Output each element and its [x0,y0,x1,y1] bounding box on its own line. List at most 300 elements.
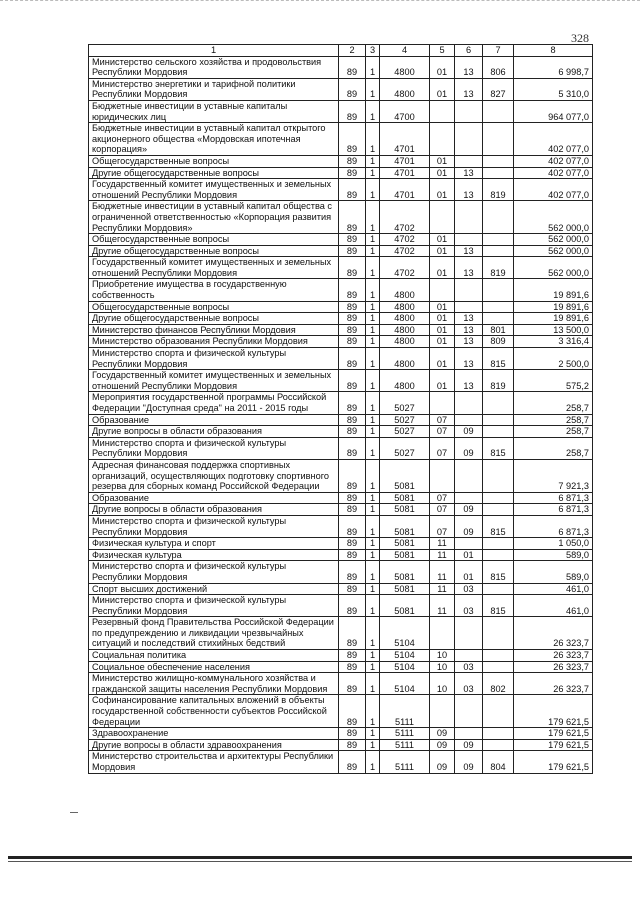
row-code-4: 4701 [380,167,430,179]
table-row [89,201,593,234]
row-amount: 13 500,0 [514,324,593,336]
row-code-2: 89 [339,617,366,650]
row-code-7 [483,414,514,426]
row-name: Мероприятия государственной программы Российской Федерации "Доступная среда" на 2011 - 2015 годы [89,392,339,414]
table-body [89,56,593,773]
row-code-7: 815 [483,595,514,617]
table-row [89,245,593,257]
row-code-7 [483,695,514,728]
table-row [89,155,593,167]
row-code-4: 5081 [380,583,430,595]
col-header-2: 2 [339,45,366,57]
row-name: Министерство строительства и архитектуры Республики Мордовия [89,751,339,773]
row-code-6: 13 [455,336,483,348]
row-code-2: 89 [339,426,366,438]
row-amount: 562 000,0 [514,234,593,246]
row-code-5: 01 [430,257,455,279]
row-code-5: 07 [430,515,455,537]
row-code-3: 1 [366,155,380,167]
row-code-4: 4800 [380,78,430,100]
row-code-4: 4702 [380,234,430,246]
row-amount: 258,7 [514,414,593,426]
row-code-6: 13 [455,167,483,179]
row-code-7 [483,100,514,122]
row-code-5: 01 [430,155,455,167]
row-code-5: 01 [430,234,455,246]
row-code-2: 89 [339,504,366,516]
row-amount: 1 050,0 [514,538,593,550]
table-row [89,549,593,561]
row-code-3: 1 [366,426,380,438]
row-name: Другие вопросы в области образования [89,504,339,516]
row-code-5: 07 [430,504,455,516]
row-code-7: 802 [483,673,514,695]
row-code-7 [483,313,514,325]
row-name: Бюджетные инвестиции в уставные капиталы юридических лиц [89,100,339,122]
row-code-6: 03 [455,595,483,617]
row-code-7: 819 [483,370,514,392]
row-code-5: 01 [430,324,455,336]
row-code-3: 1 [366,78,380,100]
row-code-3: 1 [366,245,380,257]
row-name: Адресная финансовая поддержка спортивных организаций, осуществляющих подготовку спортивного резерва для сборных команд Российской Федерации [89,459,339,492]
row-code-6: 09 [455,426,483,438]
row-code-2: 89 [339,414,366,426]
row-amount: 589,0 [514,561,593,583]
row-name: Образование [89,414,339,426]
row-amount: 6 871,3 [514,515,593,537]
row-code-2: 89 [339,78,366,100]
row-code-7 [483,739,514,751]
row-code-6: 13 [455,78,483,100]
row-amount: 258,7 [514,426,593,438]
row-amount: 461,0 [514,583,593,595]
row-code-4: 5027 [380,414,430,426]
row-code-7 [483,279,514,301]
row-code-4: 4800 [380,279,430,301]
row-name: Физическая культура [89,549,339,561]
row-code-3: 1 [366,583,380,595]
row-code-3: 1 [366,201,380,234]
col-header-4: 4 [380,45,430,57]
row-code-5: 01 [430,78,455,100]
row-code-7 [483,234,514,246]
row-amount: 26 323,7 [514,617,593,650]
row-code-5: 10 [430,661,455,673]
row-amount: 2 500,0 [514,348,593,370]
row-code-3: 1 [366,617,380,650]
row-code-6 [455,301,483,313]
table-row [89,234,593,246]
row-name: Министерство сельского хозяйства и продовольствия Республики Мордовия [89,56,339,78]
table-row [89,751,593,773]
row-code-3: 1 [366,595,380,617]
row-code-2: 89 [339,370,366,392]
table-row [89,414,593,426]
row-code-2: 89 [339,123,366,156]
row-name: Спорт высших достижений [89,583,339,595]
table-row [89,370,593,392]
row-code-5 [430,100,455,122]
table-row [89,179,593,201]
row-code-4: 4800 [380,336,430,348]
row-code-6: 13 [455,324,483,336]
row-code-4: 5104 [380,673,430,695]
table-row [89,459,593,492]
row-code-3: 1 [366,257,380,279]
scan-bottom-edge [8,856,632,859]
row-code-4: 4702 [380,245,430,257]
row-name: Другие вопросы в области здравоохранения [89,739,339,751]
row-code-5: 09 [430,728,455,740]
row-name: Государственный комитет имущественных и земельных отношений Республики Мордовия [89,370,339,392]
row-code-5 [430,392,455,414]
row-code-5 [430,201,455,234]
row-code-7: 815 [483,561,514,583]
row-code-4: 5081 [380,561,430,583]
row-code-6 [455,695,483,728]
row-code-4: 5081 [380,459,430,492]
row-code-3: 1 [366,392,380,414]
row-code-5: 01 [430,370,455,392]
row-code-7 [483,155,514,167]
row-code-5: 01 [430,179,455,201]
row-code-4: 5111 [380,739,430,751]
row-amount: 258,7 [514,392,593,414]
row-code-2: 89 [339,56,366,78]
row-code-4: 4800 [380,348,430,370]
row-code-6 [455,234,483,246]
row-code-3: 1 [366,504,380,516]
row-code-5: 01 [430,245,455,257]
row-code-6 [455,392,483,414]
row-code-4: 4800 [380,324,430,336]
row-code-4: 4800 [380,56,430,78]
row-name: Министерство энергетики и тарифной политики Республики Мордовия [89,78,339,100]
row-name: Министерство финансов Республики Мордовия [89,324,339,336]
row-code-3: 1 [366,234,380,246]
row-code-4: 4702 [380,257,430,279]
row-code-7: 815 [483,515,514,537]
row-code-3: 1 [366,414,380,426]
row-code-4: 5081 [380,538,430,550]
row-code-4: 5111 [380,728,430,740]
table-row [89,561,593,583]
row-code-6: 13 [455,56,483,78]
row-amount: 562 000,0 [514,257,593,279]
row-code-5 [430,459,455,492]
row-code-6 [455,728,483,740]
row-code-7 [483,728,514,740]
row-code-2: 89 [339,515,366,537]
row-amount: 179 621,5 [514,751,593,773]
row-code-5: 11 [430,595,455,617]
row-code-2: 89 [339,583,366,595]
row-amount: 26 323,7 [514,650,593,662]
row-code-2: 89 [339,257,366,279]
row-code-6: 03 [455,673,483,695]
row-amount: 575,2 [514,370,593,392]
row-code-2: 89 [339,650,366,662]
row-amount: 179 621,5 [514,739,593,751]
row-code-5: 09 [430,739,455,751]
row-code-2: 89 [339,549,366,561]
row-code-5: 11 [430,561,455,583]
col-header-5: 5 [430,45,455,57]
scan-top-edge [0,0,640,5]
row-code-6 [455,100,483,122]
table-row [89,739,593,751]
row-name: Министерство жилищно-коммунального хозяйства и гражданской защиты населения Республики Мордовия [89,673,339,695]
row-code-2: 89 [339,673,366,695]
row-name: Здравоохранение [89,728,339,740]
row-code-3: 1 [366,336,380,348]
row-name: Бюджетные инвестиции в уставный капитал общества с ограниченной ответственностью «Корпорация развития Республики Мордовия» [89,201,339,234]
row-code-4: 4702 [380,201,430,234]
row-code-7: 827 [483,78,514,100]
row-code-5: 01 [430,348,455,370]
col-header-7: 7 [483,45,514,57]
row-code-3: 1 [366,549,380,561]
row-name: Другие общегосударственные вопросы [89,245,339,257]
row-code-5: 01 [430,167,455,179]
row-code-2: 89 [339,459,366,492]
row-code-4: 5111 [380,695,430,728]
row-code-2: 89 [339,595,366,617]
row-name: Резервный фонд Правительства Российской Федерации по предупреждению и ликвидации чрезвычайных ситуаций и последствий стихийных бедствий [89,617,339,650]
row-amount: 402 077,0 [514,123,593,156]
row-code-2: 89 [339,661,366,673]
table-row [89,392,593,414]
table-row [89,538,593,550]
row-amount: 589,0 [514,549,593,561]
row-code-7 [483,392,514,414]
row-name: Министерство спорта и физической культуры Республики Мордовия [89,595,339,617]
row-code-2: 89 [339,324,366,336]
row-code-7: 804 [483,751,514,773]
row-amount: 179 621,5 [514,728,593,740]
row-code-5: 07 [430,492,455,504]
row-code-5: 01 [430,336,455,348]
row-name: Общегосударственные вопросы [89,234,339,246]
row-name: Государственный комитет имущественных и земельных отношений Республики Мордовия [89,257,339,279]
row-name: Общегосударственные вопросы [89,155,339,167]
row-code-6 [455,617,483,650]
row-code-3: 1 [366,370,380,392]
row-code-3: 1 [366,279,380,301]
row-code-7 [483,492,514,504]
row-code-2: 89 [339,561,366,583]
row-code-6 [455,279,483,301]
row-code-6: 13 [455,370,483,392]
row-code-6: 13 [455,245,483,257]
row-name: Социальная политика [89,650,339,662]
row-code-4: 5104 [380,617,430,650]
row-amount: 19 891,6 [514,313,593,325]
row-code-3: 1 [366,515,380,537]
row-amount: 402 077,0 [514,179,593,201]
row-code-2: 89 [339,695,366,728]
row-code-6 [455,650,483,662]
table-row [89,301,593,313]
row-code-4: 5104 [380,650,430,662]
row-code-4: 5081 [380,515,430,537]
row-name: Общегосударственные вопросы [89,301,339,313]
row-code-6: 01 [455,561,483,583]
row-code-3: 1 [366,728,380,740]
table-row [89,437,593,459]
row-amount: 19 891,6 [514,301,593,313]
row-amount: 7 921,3 [514,459,593,492]
row-code-3: 1 [366,167,380,179]
table-row [89,167,593,179]
row-code-7: 801 [483,324,514,336]
row-code-5: 10 [430,673,455,695]
row-code-3: 1 [366,179,380,201]
row-code-7: 809 [483,336,514,348]
row-code-7 [483,549,514,561]
row-code-2: 89 [339,179,366,201]
row-code-6: 13 [455,348,483,370]
row-code-5 [430,617,455,650]
row-code-2: 89 [339,751,366,773]
row-code-5 [430,695,455,728]
table-row [89,336,593,348]
row-code-3: 1 [366,348,380,370]
row-code-3: 1 [366,492,380,504]
row-code-7 [483,301,514,313]
row-code-2: 89 [339,201,366,234]
row-code-3: 1 [366,313,380,325]
row-code-3: 1 [366,751,380,773]
row-code-3: 1 [366,459,380,492]
row-code-6 [455,459,483,492]
scan-bottom-edge-line [8,861,632,862]
row-name: Министерство спорта и физической культуры Республики Мордовия [89,348,339,370]
row-code-7 [483,426,514,438]
table-row [89,257,593,279]
row-code-5: 01 [430,301,455,313]
row-code-7 [483,538,514,550]
row-code-6: 03 [455,661,483,673]
row-code-2: 89 [339,437,366,459]
row-amount: 179 621,5 [514,695,593,728]
row-code-3: 1 [366,100,380,122]
row-name: Приобретение имущества в государственную собственность [89,279,339,301]
row-name: Министерство спорта и физической культуры Республики Мордовия [89,515,339,537]
row-code-5: 10 [430,650,455,662]
header-row [89,45,593,57]
row-code-2: 89 [339,739,366,751]
row-code-7 [483,617,514,650]
row-code-7: 819 [483,257,514,279]
table-row [89,78,593,100]
table-row [89,595,593,617]
row-name: Бюджетные инвестиции в уставный капитал открытого акционерного общества «Мордовская ипотечная корпорация» [89,123,339,156]
row-name: Министерство спорта и физической культуры Республики Мордовия [89,437,339,459]
row-code-6: 03 [455,583,483,595]
row-amount: 6 871,3 [514,504,593,516]
row-code-4: 5027 [380,392,430,414]
row-code-6: 09 [455,504,483,516]
row-code-3: 1 [366,695,380,728]
row-code-7 [483,583,514,595]
row-code-6 [455,538,483,550]
row-code-6: 09 [455,437,483,459]
table-row [89,515,593,537]
row-code-3: 1 [366,650,380,662]
row-code-7: 806 [483,56,514,78]
table-row [89,673,593,695]
row-code-3: 1 [366,538,380,550]
table-row [89,313,593,325]
row-code-6 [455,155,483,167]
table-row [89,100,593,122]
row-code-5: 07 [430,414,455,426]
row-code-7: 815 [483,348,514,370]
row-code-6 [455,414,483,426]
table-row [89,492,593,504]
row-code-7: 819 [483,179,514,201]
row-code-6: 01 [455,549,483,561]
row-code-6 [455,492,483,504]
table-row [89,56,593,78]
row-code-5: 01 [430,56,455,78]
row-name: Софинансирование капитальных вложений в объекты государственной собственности субъектов Российской Федерации [89,695,339,728]
row-code-4: 4800 [380,301,430,313]
table-row [89,695,593,728]
row-name: Образование [89,492,339,504]
row-code-4: 4700 [380,100,430,122]
row-code-4: 5081 [380,549,430,561]
row-code-3: 1 [366,56,380,78]
row-amount: 258,7 [514,437,593,459]
row-name: Другие общегосударственные вопросы [89,167,339,179]
row-code-7 [483,504,514,516]
row-code-4: 5104 [380,661,430,673]
row-code-2: 89 [339,348,366,370]
row-amount: 402 077,0 [514,155,593,167]
table-row [89,426,593,438]
row-amount: 6 871,3 [514,492,593,504]
row-code-5: 07 [430,437,455,459]
row-code-5: 11 [430,583,455,595]
table-row [89,728,593,740]
row-name: Физическая культура и спорт [89,538,339,550]
row-code-5: 11 [430,538,455,550]
row-name: Другие вопросы в области образования [89,426,339,438]
row-code-7 [483,167,514,179]
row-code-2: 89 [339,100,366,122]
row-code-4: 5081 [380,504,430,516]
table-row [89,348,593,370]
row-amount: 3 316,4 [514,336,593,348]
row-code-2: 89 [339,313,366,325]
row-code-6: 09 [455,739,483,751]
row-code-4: 4800 [380,313,430,325]
table-row [89,504,593,516]
row-code-2: 89 [339,728,366,740]
row-code-6: 13 [455,257,483,279]
row-code-5: 09 [430,751,455,773]
row-code-5 [430,123,455,156]
row-code-2: 89 [339,492,366,504]
row-amount: 562 000,0 [514,245,593,257]
row-code-7 [483,459,514,492]
row-amount: 5 310,0 [514,78,593,100]
table-row [89,324,593,336]
row-code-3: 1 [366,301,380,313]
